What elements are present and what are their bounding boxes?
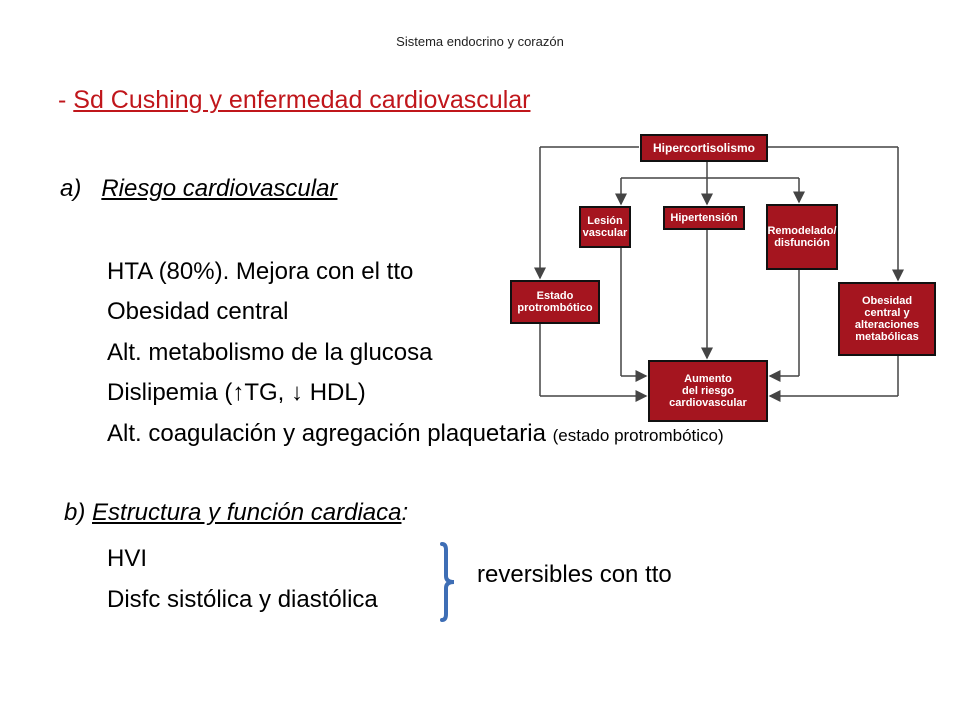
risk-item-glucosa: Alt. metabolismo de la glucosa: [107, 339, 433, 366]
diagram-box-hipercortisolismo: Hipercortisolismo: [640, 134, 768, 162]
subsection-b-title: Estructura y función cardiaca: [92, 499, 402, 526]
diagram-box-protrombotico: Estado protrombótico: [510, 280, 600, 324]
section-dash: -: [58, 86, 74, 114]
brace-icon: [432, 538, 462, 626]
diagram-box-remodelado: Remodelado/ disfunción: [766, 204, 838, 270]
risk-item-coagulacion-note: (estado protrombótico): [552, 426, 724, 445]
section-title-text: Sd Cushing y enfermedad cardiovascular: [73, 86, 531, 114]
diagram-box-lesion: Lesión vascular: [579, 206, 631, 248]
subsection-a-marker: a): [60, 175, 82, 202]
risk-item-hta: HTA (80%). Mejora con el tto: [107, 258, 414, 285]
header-title: Sistema endocrino y corazón: [396, 34, 564, 49]
diagram-box-obesidad: Obesidad central y alteraciones metabólicas: [838, 282, 936, 356]
cardiac-item-hvi: HVI: [107, 545, 148, 572]
subsection-b-heading: [64, 499, 408, 527]
diagram-box-hipertension: Hipertensión: [663, 206, 745, 230]
risk-item-obesidad: Obesidad central: [107, 298, 289, 325]
diagram-box-aumento: Aumento del riesgo cardiovascular: [648, 360, 768, 422]
risk-item-coagulacion-text: Alt. coagulación y agregación plaquetaria: [107, 420, 546, 447]
brace-note: reversibles con tto: [477, 561, 672, 588]
subsection-a-heading: [60, 175, 337, 203]
cardiac-item-disfuncion: Disfc sistólica y diastólica: [107, 586, 378, 613]
subsection-b-marker: b): [64, 499, 93, 526]
risk-item-dislipemia: Dislipemia (↑TG, ↓ HDL): [107, 379, 366, 406]
subsection-a-title: Riesgo cardiovascular: [101, 175, 338, 202]
cardiovascular-risk-diagram: [508, 130, 940, 428]
section-title: [58, 86, 530, 115]
subsection-b-suffix: :: [401, 499, 409, 526]
